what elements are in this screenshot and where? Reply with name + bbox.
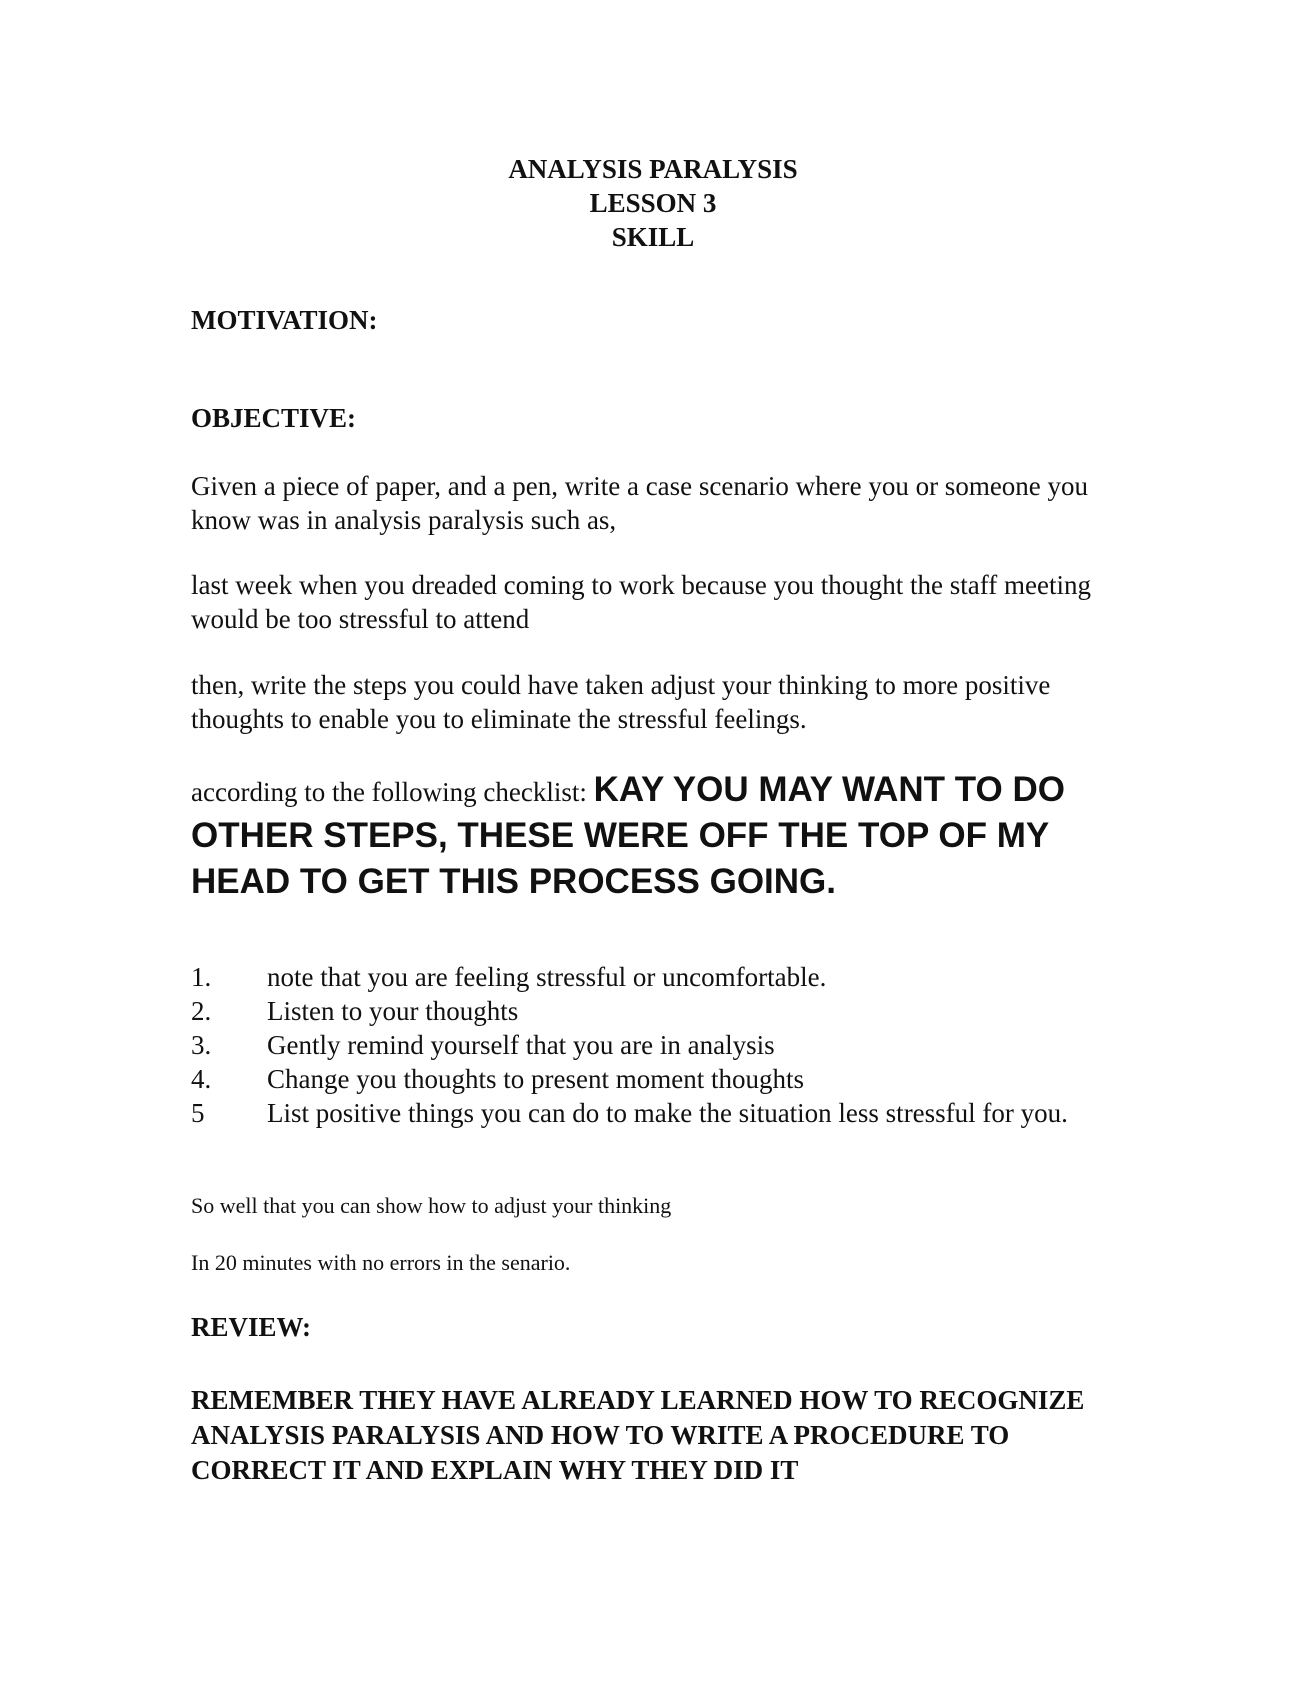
- checklist-intro: [191, 768, 1121, 906]
- checklist-note: KAY YOU MAY WANT TO DO OTHER STEPS, THESE WERE OFF THE TOP OF MY HEAD TO GET THIS PROCESS GOING.: [191, 770, 1065, 901]
- objective-steps-intro: then, write the steps you could have taken adjust your thinking to more positive thoughts to enable you to eliminate the stressful feelings.: [191, 670, 1051, 734]
- checklist-item: [191, 1062, 1121, 1096]
- title-line-3: SKILL: [611, 222, 695, 252]
- checklist-item-number: 2.: [191, 996, 212, 1026]
- checklist-item-number: 4.: [191, 1064, 212, 1094]
- checklist-item: [191, 960, 1121, 994]
- objective-condition: In 20 minutes with no errors in the senario.: [191, 1250, 571, 1275]
- checklist: [191, 960, 1121, 1130]
- objective-example: last week when you dreaded coming to work because you thought the staff meeting would be too stressful to attend: [191, 570, 1092, 634]
- checklist-item: [191, 1028, 1121, 1062]
- review-note: REMEMBER THEY HAVE ALREADY LEARNED HOW TO RECOGNIZE ANALYSIS PARALYSIS AND HOW TO WRITE A PROCEDURE TO CORRECT IT AND EXPLAIN WHY THEY DID IT: [191, 1385, 1085, 1485]
- checklist-item-number: 1.: [191, 962, 212, 992]
- review-heading: REVIEW:: [191, 1312, 312, 1342]
- checklist-item-text: Change you thoughts to present moment thoughts: [267, 1064, 804, 1094]
- title-line-1: ANALYSIS PARALYSIS: [508, 154, 798, 184]
- checklist-item-number: 5: [191, 1098, 205, 1128]
- checklist-item-number: 3.: [191, 1030, 212, 1060]
- objective-criterion: So well that you can show how to adjust your thinking: [191, 1193, 672, 1218]
- title-line-2: LESSON 3: [589, 188, 717, 218]
- checklist-lead: according to the following checklist:: [191, 777, 594, 807]
- document-title: [0, 152, 1306, 254]
- checklist-item-text: Listen to your thoughts: [267, 996, 519, 1026]
- checklist-item: [191, 1096, 1121, 1130]
- objective-heading: OBJECTIVE:: [191, 403, 357, 433]
- checklist-item-text: Gently remind yourself that you are in analysis: [267, 1030, 775, 1060]
- checklist-item: [191, 994, 1121, 1028]
- checklist-item-text: List positive things you can do to make the situation less stressful for you.: [267, 1098, 1068, 1128]
- checklist-item-text: note that you are feeling stressful or uncomfortable.: [267, 962, 827, 992]
- objective-intro: Given a piece of paper, and a pen, write a case scenario where you or someone you know was in analysis paralysis such as,: [191, 471, 1089, 535]
- motivation-heading: MOTIVATION:: [191, 305, 378, 335]
